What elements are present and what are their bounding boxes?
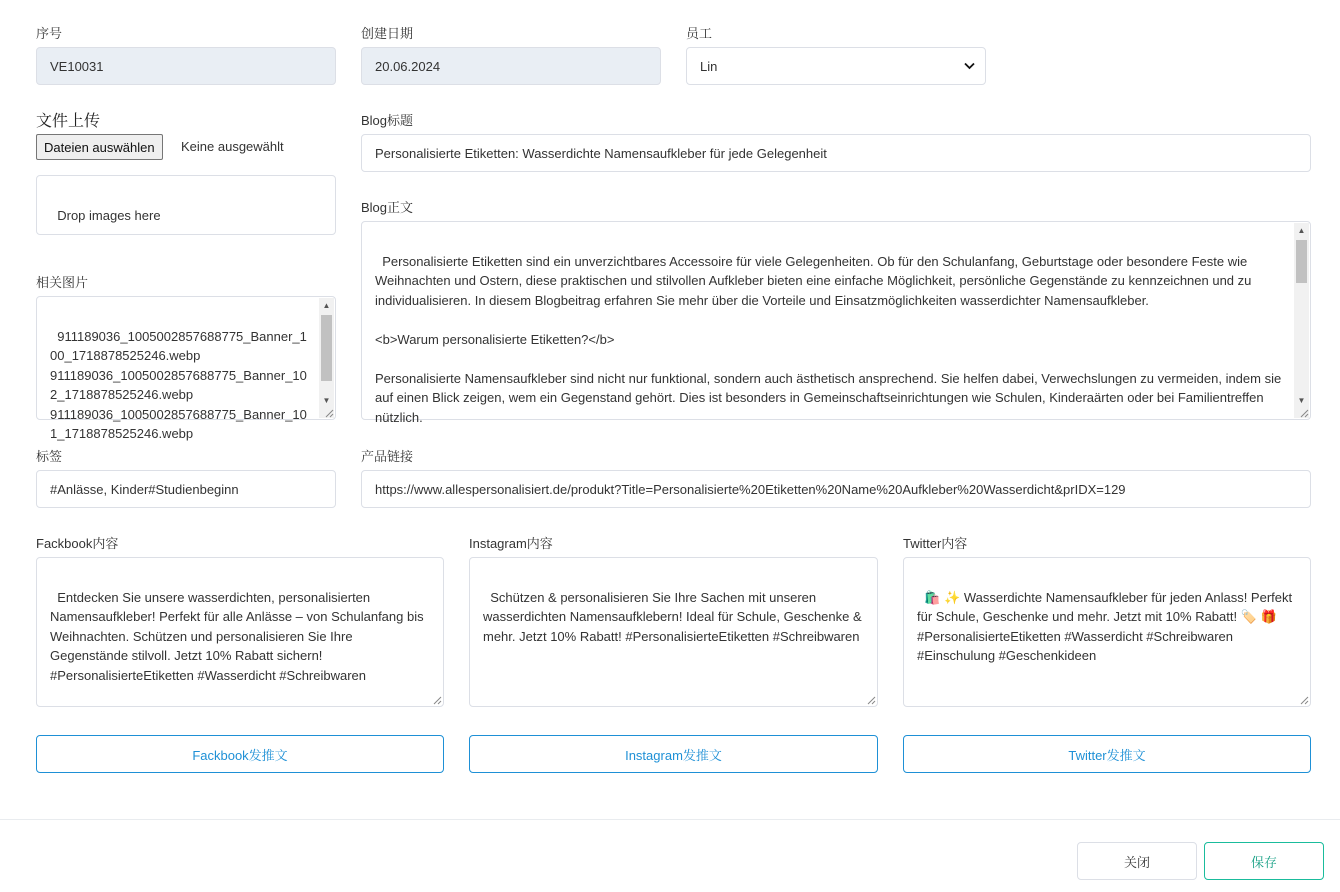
blog-title-value: Personalisierte Etiketten: Wasserdichte Namensaufkleber für jede Gelegenheit	[375, 145, 827, 161]
twitter-textarea[interactable]	[903, 557, 1311, 707]
product-link-label: 产品链接	[361, 449, 414, 464]
resize-grip-icon[interactable]	[1299, 695, 1309, 705]
serial-field[interactable]	[36, 47, 336, 85]
scrollbar-thumb[interactable]	[321, 315, 332, 381]
blog-body-textarea[interactable]	[361, 221, 1311, 425]
related-images-text: 911189036_1005002857688775_Banner_100_1718878525246.webp 911189036_1005002857688775_Banner_102_1718878525246.webp 911189036_1005002857688775_Banner_101_1718878525246.webp	[50, 328, 307, 441]
related-images-textarea[interactable]	[36, 296, 336, 441]
blog-title-input[interactable]	[361, 134, 1311, 172]
employee-value: Lin	[700, 58, 718, 74]
facebook-textarea[interactable]	[36, 557, 444, 707]
created-date-label: 创建日期	[361, 26, 414, 41]
resize-grip-icon[interactable]	[866, 695, 876, 705]
related-images-label: 相关图片	[36, 275, 89, 290]
scroll-up-icon[interactable]: ▲	[322, 300, 331, 310]
twitter-post-button[interactable]: Twitter发推文	[903, 735, 1311, 773]
resize-grip-icon[interactable]	[324, 408, 334, 418]
facebook-post-button[interactable]: Fackbook发推文	[36, 735, 444, 773]
tags-input[interactable]	[36, 470, 336, 508]
resize-grip-icon[interactable]	[432, 695, 442, 705]
instagram-post-button[interactable]: Instagram发推文	[469, 735, 878, 773]
resize-grip-icon[interactable]	[1299, 408, 1309, 418]
serial-value: VE10031	[50, 58, 104, 74]
dropzone-text: Drop images here	[57, 207, 161, 223]
instagram-textarea[interactable]	[469, 557, 878, 707]
scroll-down-icon[interactable]: ▼	[322, 395, 331, 405]
chevron-down-icon	[964, 62, 975, 70]
blog-body-label: Blog正文	[361, 200, 414, 215]
scrollbar-thumb[interactable]	[1296, 240, 1307, 283]
scroll-down-icon[interactable]: ▼	[1297, 395, 1306, 405]
file-upload-label: 文件上传	[36, 113, 101, 130]
employee-select[interactable]	[686, 47, 986, 85]
created-date-field[interactable]	[361, 47, 661, 85]
blog-body-scrollbar[interactable]	[1294, 223, 1309, 418]
scroll-up-icon[interactable]: ▲	[1297, 225, 1306, 235]
product-link-input[interactable]	[361, 470, 1311, 508]
instagram-label: Instagram内容	[469, 536, 553, 551]
tags-label: 标签	[36, 449, 63, 464]
close-button[interactable]: 关闭	[1077, 842, 1197, 880]
twitter-label: Twitter内容	[903, 536, 968, 551]
tags-value: #Anlässe, Kinder#Studienbeginn	[50, 481, 239, 497]
footer-divider	[0, 819, 1340, 820]
product-link-value: https://www.allespersonalisiert.de/produkt?Title=Personalisierte%20Etiketten%20Name%20Aufkleber%20Wasserdicht&prIDX=129	[375, 481, 1126, 497]
related-images-scrollbar[interactable]	[319, 298, 334, 418]
choose-files-button[interactable]: Dateien auswählen	[36, 134, 163, 160]
facebook-text: Entdecken Sie unsere wasserdichten, personalisierten Namensaufkleber! Perfekt für alle Anlässe – von Schulanfang bis Weihnachten. Schützen und personalisieren Sie Ihre Gegenstände stilvoll. Jetzt 10% Rabatt sichern! #PersonalisierteEtiketten #Wasserdicht #Schreibwaren	[50, 589, 428, 683]
image-dropzone[interactable]	[36, 175, 336, 235]
instagram-text: Schützen & personalisieren Sie Ihre Sachen mit unseren wasserdichten Namensaufklebern! Ideal für Schule, Geschenke & mehr. Jetzt 10% Rabatt! #PersonalisierteEtiketten #Schreibwaren	[483, 589, 866, 644]
save-button[interactable]: 保存	[1204, 842, 1324, 880]
facebook-label: Fackbook内容	[36, 536, 119, 551]
blog-body-text: Personalisierte Etiketten sind ein unverzichtbares Accessoire für viele Gelegenheiten. Ob für den Schulanfang, Geburtstage oder besondere Feste wie Weihnachten und Ostern, diese praktischen und stilvollen Aufkleber bieten eine einfache Möglichkeit, persönliche Gegenstände zu kennzeichnen und zu individualisieren. In diesem Blogbeitrag erfahren Sie mehr über die Vorteile und Einsatzmöglichkeiten wasserdichter Namensaufkleber. <b>Warum personalisierte Etiketten?</b> Personalisierte Namensaufkleber sind nicht nur funktional, sondern auch ästhetisch ansprechend. Sie helfen dabei, Verwechslungen zu vermeiden, indem sie auf einen Blick zeigen, wem ein Gegenstand gehört. Dies ist besonders in Gemeinschaftseinrichtungen wie Schulen, Kinderaärten oder bei Familientreffen nützlich.	[375, 253, 1282, 425]
file-status: Keine ausgewählt	[181, 139, 284, 154]
created-date-value: 20.06.2024	[375, 58, 441, 74]
twitter-text: 🛍️ ✨ Wasserdichte Namensaufkleber für jeden Anlass! Perfekt für Schule, Geschenke und mehr. Jetzt mit 10% Rabatt! 🏷️ 🎁 #PersonalisierteEtiketten #Wasserdicht #Schreibwaren #Einschulung #Geschenkideen	[917, 589, 1296, 663]
employee-label: 员工	[686, 26, 713, 41]
serial-label: 序号	[36, 26, 63, 41]
blog-title-label: Blog标题	[361, 113, 414, 128]
